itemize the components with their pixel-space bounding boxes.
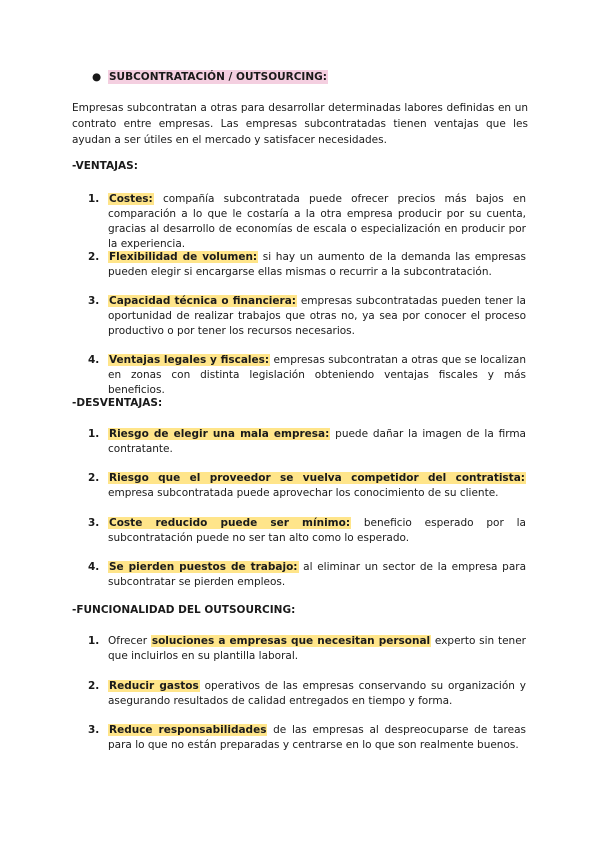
list-item [88, 250, 526, 280]
item-text: al eliminar un sector de la empresa para subcontratar se pierden empleos. [108, 561, 526, 588]
intro-paragraph: Empresas subcontratan a otras para desarrollar determinadas labores definidas en un contrato entre empresas. Las empresas subcontratadas tienen ventajas que les ayudan a ser útiles en el mercado y satisfacer necesidades. [72, 102, 528, 146]
item-pre: Ofrecer [108, 635, 151, 647]
list-item [88, 192, 526, 252]
item-text: beneficio esperado por la subcontratación puede no ser tan alto como lo esperado. [108, 517, 526, 544]
list-item [88, 679, 526, 709]
section-heading-desventajas: -DESVENTAJAS: [72, 397, 163, 409]
item-text: empresas subcontratan a otras que se localizan en zonas con distinta legislación obteniendo ventajas fiscales y más beneficios. [108, 354, 526, 396]
item-lead: Flexibilidad de volumen: [109, 251, 258, 263]
item-lead: Se pierden puestos de trabajo: [109, 561, 298, 573]
item-text: empresas subcontratadas pueden tener la oportunidad de realizar trabajos que otras no, ya sea por conocer el proceso productivo o por tener los recursos necesarios. [108, 295, 526, 337]
list-item [88, 294, 526, 339]
section-heading-ventajas: -VENTAJAS: [72, 160, 138, 172]
item-lead: Ventajas legales y fiscales: [109, 354, 270, 366]
item-lead: Riesgo de elegir una mala empresa: [109, 428, 330, 440]
item-text: experto sin tener que incluirlos en su plantilla laboral. [108, 635, 526, 662]
section-heading-funcionalidad: -FUNCIONALIDAD DEL OUTSOURCING: [72, 604, 296, 616]
item-text: empresa subcontratada puede aprovechar los conocimiento de su cliente. [108, 487, 499, 499]
item-lead: Capacidad técnica o financiera: [109, 295, 296, 307]
item-text: de las empresas al despreocuparse de tareas para lo que no están preparadas y centrarse en lo que son realmente buenos. [108, 724, 526, 751]
item-text: operativos de las empresas conservando su organización y asegurando resultados de calidad entregados en tiempo y forma. [108, 680, 526, 707]
list-item [88, 427, 526, 457]
list-item [88, 634, 526, 664]
item-number: 1. [88, 635, 100, 647]
item-text: puede dañar la imagen de la firma contratante. [108, 428, 526, 455]
item-number: 2. [88, 680, 100, 692]
bullet-icon: ● [92, 71, 102, 83]
item-number: 1. [88, 428, 100, 440]
item-text: compañía subcontratada puede ofrecer precios más bajos en comparación a lo que le costaría a la otra empresa producir por su cuenta, gracias al desarrollo de economías de escala o especialización en producir por la experiencia. [108, 193, 526, 250]
item-number: 2. [88, 472, 100, 484]
item-number: 1. [88, 193, 100, 205]
item-lead: Riesgo que el proveedor se vuelva competidor del contratista: [109, 472, 525, 484]
list-item [88, 560, 526, 590]
item-number: 3. [88, 295, 100, 307]
item-highlight: soluciones a empresas que necesitan personal [151, 635, 431, 647]
title-text: SUBCONTRATACIÓN / OUTSOURCING: [109, 71, 327, 83]
list-item [88, 353, 526, 398]
item-number: 2. [88, 251, 100, 263]
document-title [92, 71, 328, 83]
list-item [88, 471, 526, 501]
list-item [88, 723, 526, 753]
item-text: si hay un aumento de la demanda las empresas pueden elegir si encargarse ellas mismas o recurrir a la subcontratación. [108, 251, 526, 278]
item-highlight: Reduce responsabilidades [109, 724, 267, 736]
item-number: 3. [88, 724, 100, 736]
list-item [88, 516, 526, 546]
item-number: 4. [88, 561, 100, 573]
item-lead: Coste reducido puede ser mínimo: [109, 517, 351, 529]
item-number: 4. [88, 354, 100, 366]
item-lead: Costes: [109, 193, 153, 205]
item-highlight: Reducir gastos [109, 680, 199, 692]
item-number: 3. [88, 517, 100, 529]
